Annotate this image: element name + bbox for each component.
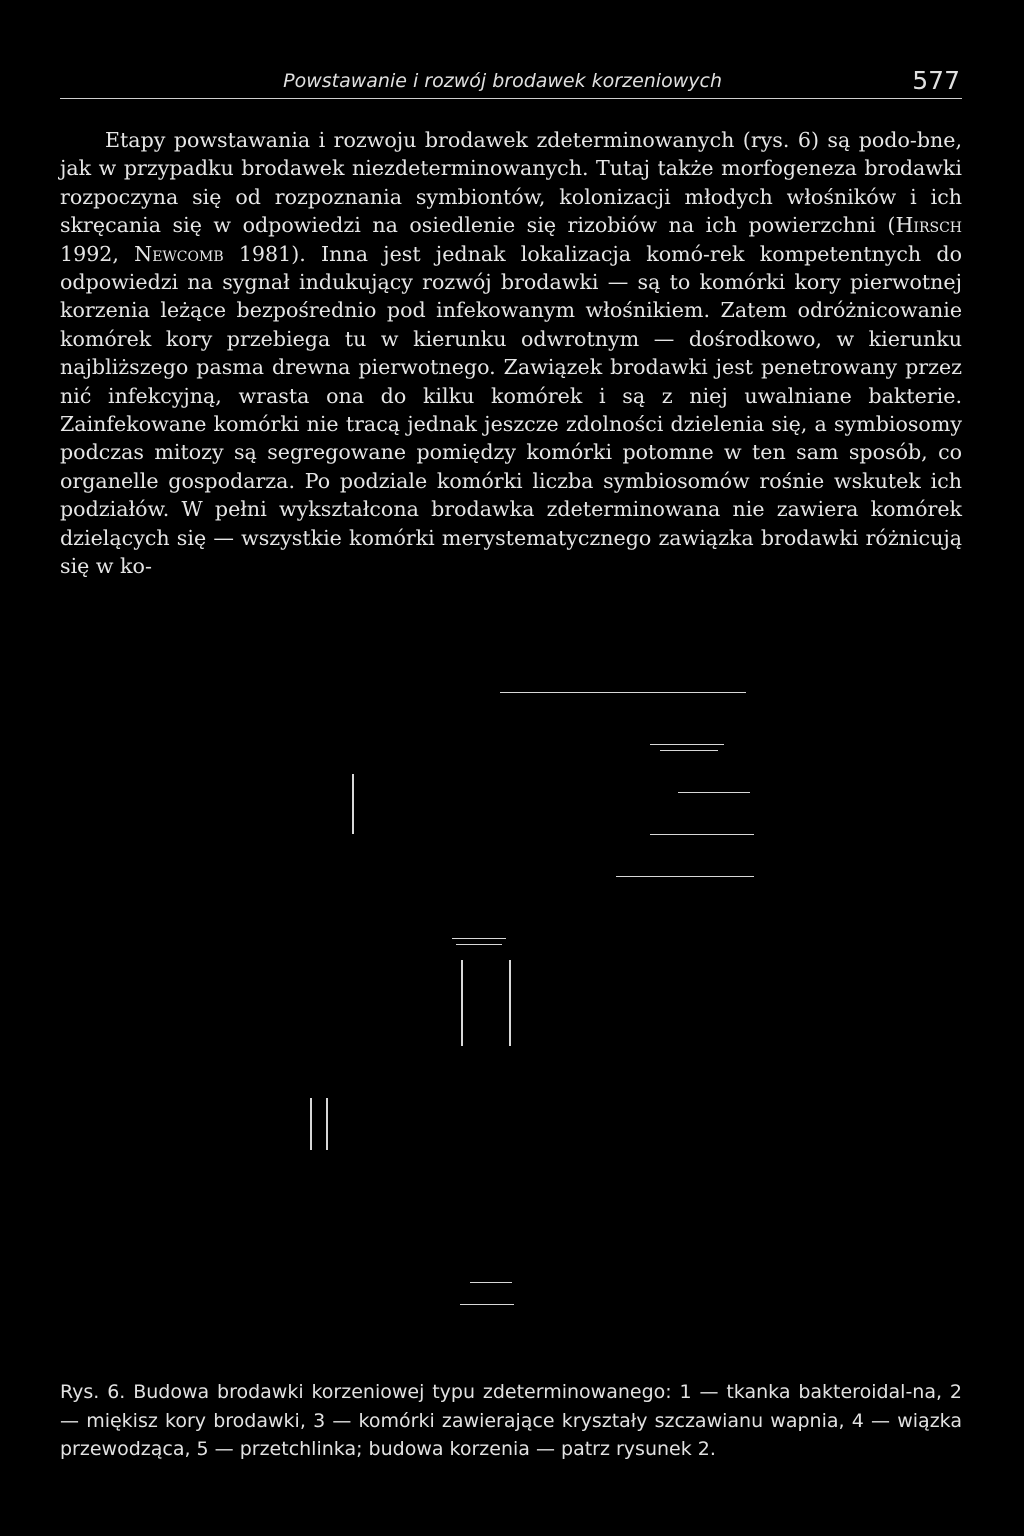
running-header <box>60 64 962 99</box>
figure-leader-line <box>616 876 754 877</box>
figure-leader-line <box>456 944 502 945</box>
figure-leader-line <box>452 938 506 939</box>
body-text-part-2: 1981). Inna jest jednak lokalizacja komó-rek kompetentnych do odpowiedzi na sygnał indukujący rozwój brodawki — są to komórki kory pierwotnej korzenia leżące bezpośrednio pod infekowanym włośnikiem. Zatem odróżnicowanie komórek kory przebiega tu w kierunku odwrotnym — dośrodkowo, w kierunku najbliższego pasma drewna pierwotnego. Zawiązek brodawki jest penetrowany przez nić infekcyjną, wrasta ona do kilku komórek i są z niej uwalniane bakterie. Zainfekowane komórki nie tracą jednak jeszcze zdolności dzielenia się, a symbiosomy podczas mitozy są segregowane pomiędzy komórki potomne w ten sam sposób, co organelle gospodarza. Po podziale komórki liczba symbiosomów rośnie wskutek ich podziałów. W pełni wykształcona brodawka zdeterminowana nie zawiera komórek dzielących się — wszystkie komórki merystematycznego zawiązka brodawki różnicują się w ko- <box>60 241 962 579</box>
figure-leader-line <box>500 692 746 693</box>
figure-caption: Rys. 6. Budowa brodawki korzeniowej typu zdeterminowanego: 1 — tkanka bakteroidal-na, 2 — miękisz kory brodawki, 3 — komórki zawierające kryształy szczawianu wapnia, 4 — wiązka przewodząca, 5 — przetchlinka; budowa korzenia — patrz rysunek 2. <box>60 1381 962 1460</box>
figure-leader-line <box>470 1282 512 1283</box>
citation-year-1992: 1992, <box>60 241 135 266</box>
figure-vertical-mark <box>352 774 354 834</box>
body-paragraph <box>60 126 962 581</box>
figure-vertical-mark <box>461 960 463 1046</box>
figure-vertical-mark <box>509 960 511 1046</box>
figure-leader-line <box>460 1304 514 1305</box>
figure-vertical-mark <box>310 1098 312 1150</box>
figure-leader-line <box>650 834 754 835</box>
page-number: 577 <box>912 66 960 95</box>
figure-6-residual-lines <box>60 650 962 1350</box>
figure-leader-line <box>650 744 724 745</box>
figure-leader-line <box>660 750 718 751</box>
body-text-part-1: Etapy powstawania i rozwoju brodawek zdeterminowanych (rys. 6) są podo-bne, jak w przypadku brodawek niezdeterminowanych. Tutaj także morfogeneza brodawki rozpoczyna się od rozpoznania symbiontów, kolonizacji młodych włośników i ich skręcania się w odpowiedzi na osiedlenie się rizobiów na ich powierzchni ( <box>60 128 962 238</box>
citation-author-newcomb: Newcomb <box>134 241 224 266</box>
citation-author-hirsch: Hirsch <box>895 213 962 238</box>
figure-vertical-mark <box>326 1098 328 1150</box>
running-title: Powstawanie i rozwój brodawek korzeniowych <box>283 70 722 92</box>
figure-leader-line <box>678 792 750 793</box>
